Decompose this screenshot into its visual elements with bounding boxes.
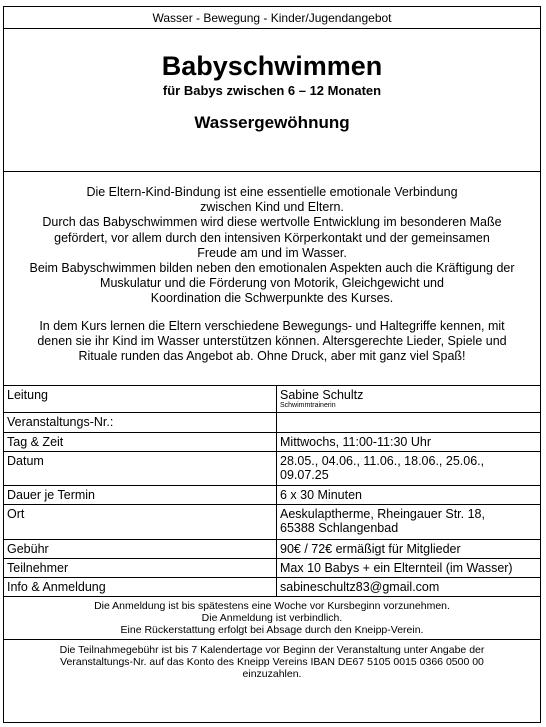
row-value: [277, 451, 541, 485]
description-line: Die Eltern-Kind-Bindung ist eine essentielle emotionale Verbindung: [86, 185, 458, 199]
table-row: [4, 432, 540, 451]
row-value: [277, 412, 541, 432]
row-label: Info & Anmeldung: [4, 577, 277, 596]
course-title: Babyschwimmen: [161, 51, 383, 81]
row-label: Tag & Zeit: [4, 432, 277, 451]
description-line: Beim Babyschwimmen bilden neben den emotionalen Aspekten auch die Kräftigung der: [29, 261, 515, 276]
description-line: gefördert, vor allem durch den intensiven Körperkontakt und der gemeinsamen: [54, 230, 490, 245]
row-value: 90€ / 72€ ermäßigt für Mitglieder: [277, 539, 541, 558]
payment-line: einzuzahlen.: [242, 667, 302, 680]
table-row: [4, 539, 540, 558]
row-label: Teilnehmer: [4, 558, 277, 577]
registration-notice: [4, 597, 540, 640]
notice-line: Die Anmeldung ist verbindlich.: [201, 611, 343, 624]
payment-line: Die Teilnahmegebühr ist bis 7 Kalendertage vor Beginn der Veranstaltung unter Angabe der: [59, 643, 485, 656]
description-line: Rituale runden das Angebot ab. Ohne Druck, aber mit ganz viel Spaß!: [78, 349, 466, 364]
description-line: Freude am und im Wasser.: [197, 245, 347, 260]
row-label: Dauer je Termin: [4, 485, 277, 504]
table-row: [4, 386, 540, 412]
instructor-role: Schwimmtrainerin: [280, 402, 336, 409]
date-line: 28.05., 04.06., 11.06., 18.06., 25.06.,: [280, 453, 485, 468]
table-row: [4, 504, 540, 539]
description-line: zwischen Kind und Eltern.: [200, 200, 344, 215]
description-line: denen sie ihr Kind im Wasser unterstützen können. Altersgerechte Lieder, Spiele und: [37, 333, 507, 348]
notice-line: Eine Rückerstattung erfolgt bei Absage durch den Kneipp-Verein.: [120, 624, 424, 637]
payment-line: Veranstaltungs-Nr. auf das Konto des Kneipp Vereins IBAN DE67 5105 0015 0366 0500 00: [60, 655, 484, 668]
header-section: [4, 29, 540, 172]
row-value: 6 x 30 Minuten: [277, 485, 541, 504]
notice-line: Die Anmeldung ist bis spätestens eine Woche vor Kursbeginn vorzunehmen.: [94, 599, 450, 612]
row-label: Gebühr: [4, 539, 277, 558]
address-line: 65388 Schlangenbad: [280, 520, 399, 535]
row-label: Datum: [4, 451, 277, 485]
description-line: In dem Kurs lernen die Eltern verschiedene Bewegungs- und Haltegriffe kennen, mit: [39, 318, 505, 333]
description-line: Durch das Babyschwimmen wird diese wertvolle Entwicklung im besonderen Maße: [42, 215, 502, 230]
date-line: 09.07.25: [280, 467, 329, 482]
course-description: [4, 172, 540, 386]
row-value: Max 10 Babys + ein Elternteil (im Wasser): [277, 558, 541, 577]
course-details-table: [4, 386, 540, 597]
instructor-name: Sabine Schultz: [280, 388, 364, 402]
course-subtitle: für Babys zwischen 6 – 12 Monaten: [162, 83, 382, 98]
course-category: Wassergewöhnung: [194, 113, 350, 132]
row-value: Mittwochs, 11:00-11:30 Uhr: [277, 432, 541, 451]
address-line: Aeskulaptherme, Rheingauer Str. 18,: [280, 506, 485, 521]
row-value: [277, 504, 541, 539]
description-line: Koordination die Schwerpunkte des Kurses.: [150, 291, 394, 306]
row-value: [277, 386, 541, 412]
category-bar: Wasser - Bewegung - Kinder/Jugendangebot: [4, 7, 540, 29]
payment-notice: [4, 640, 540, 680]
table-row: [4, 558, 540, 577]
row-label: Leitung: [4, 386, 277, 412]
table-row: [4, 485, 540, 504]
flyer-sheet: [3, 6, 541, 723]
table-row: [4, 451, 540, 485]
row-value: sabineschultz83@gmail.com: [277, 577, 541, 596]
table-row: [4, 577, 540, 596]
table-row: [4, 412, 540, 432]
row-label: Ort: [4, 504, 277, 539]
description-line: Muskulatur und die Förderung von Motorik, Gleichgewicht und: [100, 276, 444, 291]
row-label: Veranstaltungs-Nr.:: [4, 412, 277, 432]
